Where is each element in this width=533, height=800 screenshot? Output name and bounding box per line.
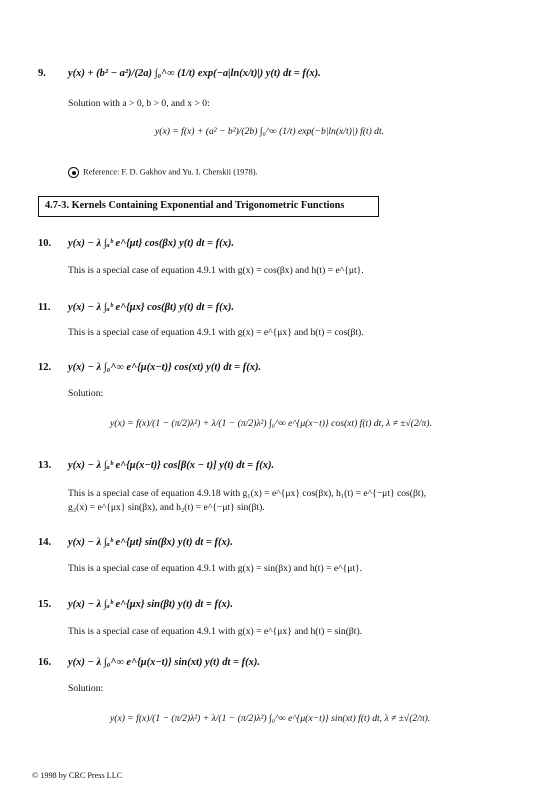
equation-number: 11. [38,302,51,313]
equation-description: Solution: [68,683,104,694]
equation-solution: y(x) = f(x)/(1 − (π/2)λ²) + λ/(1 − (π/2)λ²) ∫₀^∞ e^{μ(x−t)} cos(xt) f(t) dt, λ ≠ ±√(2/π). [110,418,432,429]
equation-description: Solution with a > 0, b > 0, and x > 0: [68,98,210,109]
reference-line [68,167,258,178]
equation-description-continued: g₂(x) = e^{μx} sin(βx), and h₂(t) = e^{−μt} sin(βt). [68,502,265,513]
equation-formula: y(x) − λ ∫₀^∞ e^{μ(x−t)} cos(xt) y(t) dt = f(x). [68,362,262,373]
section-header-box [38,196,379,217]
equation-number: 15. [38,599,52,610]
equation-solution: y(x) = f(x)/(1 − (π/2)λ²) + λ/(1 − (π/2)λ²) ∫₀^∞ e^{μ(x−t)} sin(xt) f(t) dt, λ ≠ ±√(2/π). [110,713,431,724]
equation-solution: y(x) = f(x) + (a² − b²)/(2b) ∫₀^∞ (1/t) exp(−b|ln(x/t)|) f(t) dt. [155,126,385,137]
equation-number: 10. [38,238,52,249]
equation-formula: y(x) − λ ∫ₐᵇ e^{μt} cos(βx) y(t) dt = f(x). [68,238,235,249]
equation-description: Solution: [68,388,104,399]
equation-formula: y(x) − λ ∫ₐᵇ e^{μx} cos(βt) y(t) dt = f(x). [68,302,235,313]
equation-number: 16. [38,657,52,668]
equation-description: This is a special case of equation 4.9.18 with g₁(x) = e^{μx} cos(βx), h₁(t) = e^{−μt} cos(βt), [68,488,427,499]
equation-description: This is a special case of equation 4.9.1 with g(x) = e^{μx} and h(t) = sin(βt). [68,626,363,637]
equation-description: This is a special case of equation 4.9.1 with g(x) = e^{μx} and h(t) = cos(βt). [68,327,364,338]
equation-description: This is a special case of equation 4.9.1 with g(x) = sin(βx) and h(t) = e^{μt}. [68,563,363,574]
equation-formula: y(x) + (b² − a²)/(2a) ∫₀^∞ (1/t) exp(−a|ln(x/t)|) y(t) dt = f(x). [68,68,321,79]
equation-formula: y(x) − λ ∫ₐᵇ e^{μ(x−t)} cos[β(x − t)] y(t) dt = f(x). [68,460,275,471]
equation-formula: y(x) − λ ∫ₐᵇ e^{μx} sin(βt) y(t) dt = f(x). [68,599,233,610]
reference-text: Reference: F. D. Gakhov and Yu. I. Cherskii (1978). [83,167,258,177]
equation-number: 14. [38,537,52,548]
section-title: 4.7-3. Kernels Containing Exponential and Trigonometric Functions [45,200,345,211]
reference-bullet-icon [68,167,79,178]
equation-formula: y(x) − λ ∫₀^∞ e^{μ(x−t)} sin(xt) y(t) dt = f(x). [68,657,260,668]
equation-number: 13. [38,460,52,471]
equation-formula: y(x) − λ ∫ₐᵇ e^{μt} sin(βx) y(t) dt = f(x). [68,537,233,548]
copyright-footer: © 1998 by CRC Press LLC [32,771,123,780]
equation-number: 12. [38,362,52,373]
equation-number: 9. [38,68,46,79]
equation-description: This is a special case of equation 4.9.1 with g(x) = cos(βx) and h(t) = e^{μt}. [68,265,364,276]
